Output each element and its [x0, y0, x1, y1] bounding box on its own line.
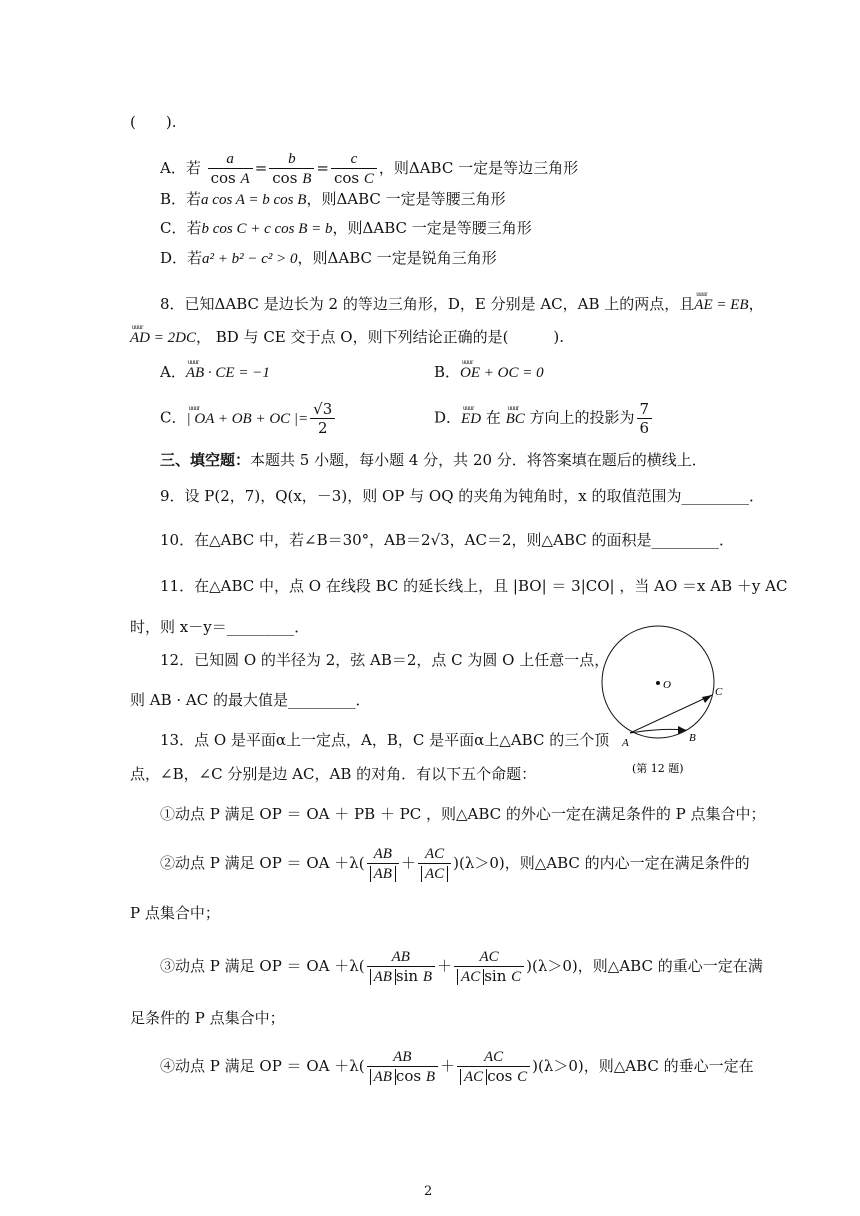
q13-line2: 点，∠B，∠C 分别是边 AC，AB 的对角．有以下五个命题：: [130, 765, 537, 783]
q7-a-post: ，则ΔABC 一定是等边三角形: [378, 159, 579, 177]
q8-d-text2: 在: [481, 408, 506, 427]
q8-d-vec1: uuur ED: [461, 409, 481, 429]
q8-d-text4: 方向上的投影为: [524, 408, 635, 427]
q13-prop1: ①动点 P 满足 OP ＝ OA ＋ PB ＋ PC ，则△ABC 的外心一定在满足条件的 P 点集合中；: [160, 805, 766, 823]
q8-option-a: [160, 362, 270, 383]
q11-line1: 11．在△ABC 中，点 O 在线段 BC 的延长线上，且 |BO| ＝ 3|CO| ，当 AO ＝x AB ＋y AC: [160, 577, 788, 595]
q13-p4-post: )(λ＞0)，则△ABC 的垂心一定在: [532, 1057, 754, 1075]
q7-a-pre: A．若: [160, 159, 201, 177]
q7-b-pre: B．若: [160, 190, 202, 208]
q8-d-num: 7: [637, 400, 653, 419]
q8-a-math: uuur AB · CE = −1: [186, 363, 270, 383]
label-c: C: [715, 686, 723, 698]
q12-figure: [590, 620, 740, 780]
q8-b-label: B．: [434, 363, 461, 381]
q13-prop2: ②动点 P 满足 OP ＝ OA ＋λ( $\frac{AB}{AB}$ ＋ $\frac{AC}{AC}$ )(λ＞0)，则△ABC 的内心一定在满足条件的: [160, 846, 750, 882]
q10: 10．在△ABC 中，若∠B＝30°，AB＝2√3，AC＝2，则△ABC 的面积是_________．: [160, 531, 734, 549]
q8-c-frac: [310, 400, 335, 437]
q8-d-vec2: uuur BC: [506, 409, 525, 429]
q7-paren: ( ).: [130, 113, 177, 131]
center-dot: [656, 681, 660, 685]
label-a: A: [622, 737, 629, 749]
q8-line2-vec: uuur AD = 2DC: [130, 328, 196, 348]
q7-b-cond: a cos A = b cos B: [201, 192, 307, 208]
q13-prop4: ④动点 P 满足 OP ＝ OA ＋λ( $\frac{AB}{\text{AB cos B}}$ ＋ $\frac{AC}{\text{AC cos C}}$ )(λ＞0)，则△ABC 的垂心一定在: [160, 1049, 754, 1085]
q7-d-pre: D．若: [160, 249, 203, 267]
q11-line2: 时，则 x－y＝_________．: [130, 618, 310, 636]
q12-line2: 则 AB · AC 的最大值是_________．: [130, 691, 371, 709]
q7-c-cond: b cos C + c cos B = b: [201, 221, 333, 237]
q8-c-num: √3: [310, 400, 335, 419]
label-o: O: [663, 679, 671, 691]
q13-p3-frac1: $\frac{AB}{\text{AB sin B}}$: [367, 948, 435, 986]
q13-p2-frac1: $\frac{AB}{AB}$: [367, 845, 399, 883]
q8-d-label: D．: [434, 408, 462, 427]
q12-line1: 12．已知圆 O 的半径为 2，弦 AB＝2，点 C 为圆 O 上任意一点，: [160, 651, 610, 669]
q7-a-frac1: $\frac{a}{\text{cos A}}$: [208, 150, 253, 188]
q8-c-label: C．: [160, 408, 187, 427]
q7-d-post: ，则ΔABC 一定是锐角三角形: [297, 249, 497, 267]
q7-a-frac3: $\frac{c}{\text{cos C}}$: [331, 150, 377, 188]
q7-option-d: [160, 248, 497, 269]
q7-option-b: [160, 189, 506, 210]
q8-line1: 8．已知ΔABC 是边长为 2 的等边三角形，D，E 分别是 AC，AB 上的两点，且uuur AE = EB，: [160, 294, 764, 315]
q8-option-d: [434, 400, 654, 437]
q13-p3-frac2: $\frac{AC}{\text{AC sin C}}$: [454, 948, 524, 986]
page-number: 2: [424, 1184, 433, 1199]
q8-option-c: [160, 400, 337, 437]
q7-b-post: ，则ΔABC 一定是等腰三角形: [306, 190, 506, 208]
q7-option-c: [160, 218, 532, 239]
vector-ac: [630, 695, 712, 733]
q8-d-frac: [637, 400, 653, 437]
q8-line2: [130, 327, 564, 348]
q7-d-cond: a² + b² − c² > 0: [202, 251, 298, 267]
q13-p2-post: )(λ＞0)，则△ABC 的内心一定在满足条件的: [453, 854, 750, 872]
q13-p4-frac2: $\frac{AC}{\text{AC cos C}}$: [457, 1048, 530, 1086]
q13-p4-pre: ④动点 P 满足 OP ＝ OA ＋λ(: [160, 1057, 365, 1075]
label-b: B: [689, 732, 696, 744]
q8-line1-vec: uuur AE = EB: [694, 295, 748, 315]
q8-c-den: 2: [317, 419, 328, 437]
q13-prop3: ③动点 P 满足 OP ＝ OA ＋λ( $\frac{AB}{\text{AB sin B}}$ ＋ $\frac{AC}{\text{AC sin C}}$ )(λ＞0)，则△ABC 的重心一定在满: [160, 949, 763, 985]
q9: 9．设 P(2，7)，Q(x，－3)，则 OP 与 OQ 的夹角为钝角时，x 的取值范围为_________．: [160, 487, 764, 505]
q13-p4-frac1: $\frac{AB}{\text{AB cos B}}$: [367, 1048, 438, 1086]
q7-c-pre: C．若: [160, 219, 202, 237]
q13-prop3-cont: 足条件的 P 点集合中；: [130, 1009, 285, 1027]
q13-p3-pre: ③动点 P 满足 OP ＝ OA ＋λ(: [160, 957, 365, 975]
vector-ab: [630, 729, 686, 733]
q8-line2-text: ， BD 与 CE 交于点 O，则下列结论正确的是( ).: [195, 328, 565, 346]
q13-prop2-cont: P 点集合中；: [130, 904, 220, 922]
q8-line1-text: 8．已知ΔABC 是边长为 2 的等边三角形，D，E 分别是 AC，AB 上的两点，且: [160, 295, 695, 313]
q8-option-b: [434, 362, 544, 383]
q13-p2-pre: ②动点 P 满足 OP ＝ OA ＋λ(: [160, 854, 365, 872]
q13-line1: 13．点 O 是平面α上一定点，A，B，C 是平面α上△ABC 的三个顶: [160, 731, 610, 749]
q7-c-post: ，则ΔABC 一定是等腰三角形: [332, 219, 532, 237]
q8-b-math: uuur OE + OC = 0: [460, 363, 544, 383]
q7-a-frac2: $\frac{b}{\text{cos B}}$: [269, 150, 314, 188]
q13-p2-frac2: $\frac{AC}{AC}$: [418, 845, 451, 883]
section-3-header: [160, 450, 707, 470]
q8-d-den: 6: [639, 419, 650, 437]
q8-c-math: uuur | OA + OB + OC |=: [186, 409, 308, 429]
section-3-desc: 本题共 5 小题，每小题 4 分，共 20 分．将答案填在题后的横线上．: [250, 451, 707, 469]
figure-caption: (第 12 题): [632, 762, 684, 775]
q7-option-a: A．若 $\frac{a}{\text{cos A}}$ = $\frac{b}{\text{cos B}}$ = $\frac{c}{\text{cos C}}$ ，则ΔABC 一定是等边三角形: [160, 151, 579, 187]
q13-p3-post: )(λ＞0)，则△ABC 的重心一定在满: [526, 957, 763, 975]
section-3-title: 三、填空题：: [160, 451, 251, 469]
q8-a-label: A．: [160, 363, 186, 381]
